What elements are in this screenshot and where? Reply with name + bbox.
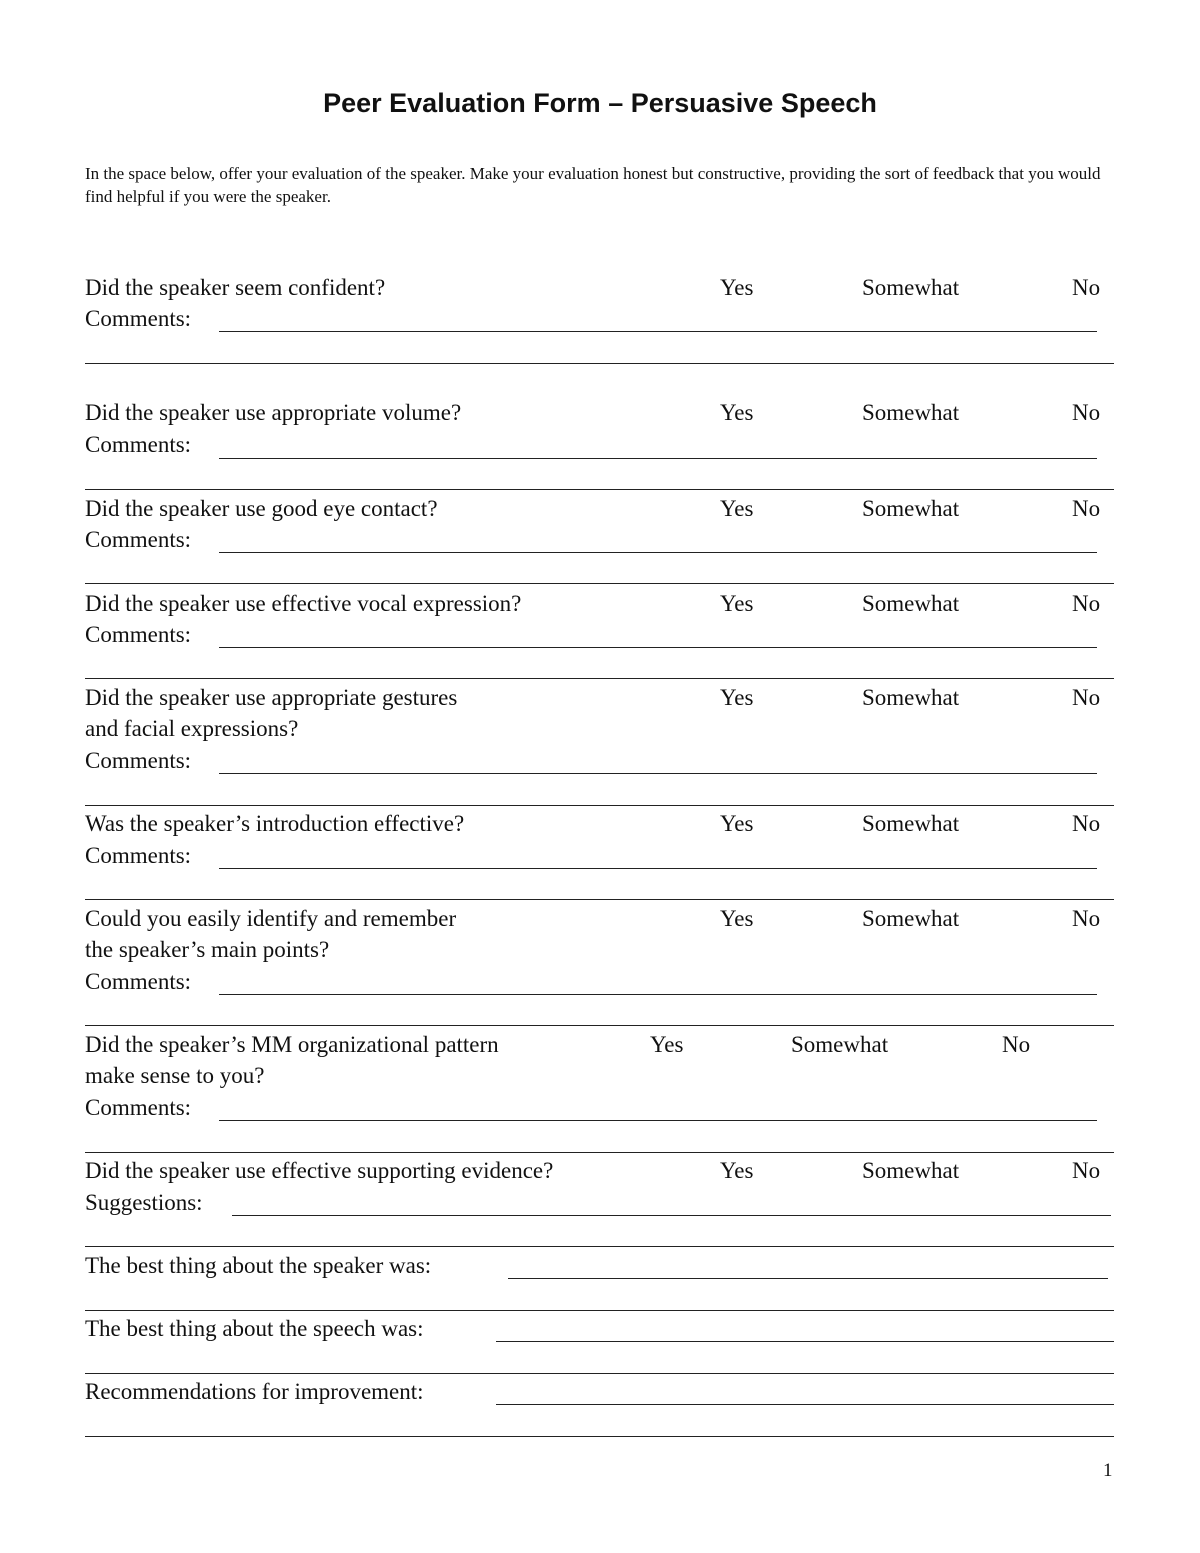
separator-line[interactable] xyxy=(85,1152,1114,1153)
option-somewhat[interactable]: Somewhat xyxy=(862,685,960,710)
separator-line[interactable] xyxy=(85,1436,1114,1437)
option-no[interactable]: No xyxy=(1072,496,1101,521)
separator-line[interactable] xyxy=(85,1025,1114,1026)
option-somewhat[interactable]: Somewhat xyxy=(862,906,960,931)
option-yes[interactable]: Yes xyxy=(720,496,754,521)
question-text-continued: make sense to you? xyxy=(85,1063,265,1088)
prompt-text: The best thing about the speaker was: xyxy=(85,1253,432,1278)
comments-label: Comments: xyxy=(85,1095,192,1120)
option-somewhat[interactable]: Somewhat xyxy=(862,496,960,521)
comments-label: Comments: xyxy=(85,306,192,331)
option-yes[interactable]: Yes xyxy=(720,275,754,300)
separator-line[interactable] xyxy=(85,899,1114,900)
comments-label: Comments: xyxy=(85,969,192,994)
answer-line[interactable] xyxy=(496,1404,1114,1405)
option-somewhat[interactable]: Somewhat xyxy=(862,400,960,425)
question-text: Did the speaker seem confident? xyxy=(85,275,386,300)
comments-label: Comments: xyxy=(85,527,192,552)
prompt-text: The best thing about the speech was: xyxy=(85,1316,424,1341)
separator-line[interactable] xyxy=(85,583,1114,584)
option-somewhat[interactable]: Somewhat xyxy=(791,1032,889,1057)
separator-line[interactable] xyxy=(85,805,1114,806)
comments-line[interactable] xyxy=(219,994,1097,995)
question-text: Was the speaker’s introduction effective? xyxy=(85,811,465,836)
comments-line[interactable] xyxy=(219,331,1097,332)
question-text-continued: the speaker’s main points? xyxy=(85,937,330,962)
option-yes[interactable]: Yes xyxy=(720,685,754,710)
comments-line[interactable] xyxy=(232,1215,1111,1216)
question-text: Did the speaker use effective vocal expression? xyxy=(85,591,522,616)
question-text: Could you easily identify and remember xyxy=(85,906,457,931)
option-somewhat[interactable]: Somewhat xyxy=(862,591,960,616)
question-text: Did the speaker use good eye contact? xyxy=(85,496,438,521)
comments-line[interactable] xyxy=(219,552,1097,553)
page-number: 1 xyxy=(1103,1460,1113,1481)
prompt-text: Recommendations for improvement: xyxy=(85,1379,424,1404)
separator-line[interactable] xyxy=(85,678,1114,679)
option-no[interactable]: No xyxy=(1002,1032,1031,1057)
option-yes[interactable]: Yes xyxy=(720,1158,754,1183)
option-no[interactable]: No xyxy=(1072,906,1101,931)
answer-line[interactable] xyxy=(496,1341,1114,1342)
comments-label: Comments: xyxy=(85,748,192,773)
option-no[interactable]: No xyxy=(1072,685,1101,710)
comments-line[interactable] xyxy=(219,773,1097,774)
separator-line[interactable] xyxy=(85,363,1114,364)
option-yes[interactable]: Yes xyxy=(720,591,754,616)
answer-line[interactable] xyxy=(508,1278,1108,1279)
option-yes[interactable]: Yes xyxy=(720,400,754,425)
option-no[interactable]: No xyxy=(1072,1158,1101,1183)
question-text: Did the speaker’s MM organizational pattern xyxy=(85,1032,499,1057)
comments-line[interactable] xyxy=(219,458,1097,459)
comments-line[interactable] xyxy=(219,647,1097,648)
option-no[interactable]: No xyxy=(1072,400,1101,425)
comments-label: Comments: xyxy=(85,432,192,457)
option-somewhat[interactable]: Somewhat xyxy=(862,275,960,300)
option-somewhat[interactable]: Somewhat xyxy=(862,811,960,836)
separator-line[interactable] xyxy=(85,1246,1114,1247)
comments-label: Comments: xyxy=(85,843,192,868)
question-text: Did the speaker use appropriate gestures xyxy=(85,685,458,710)
option-no[interactable]: No xyxy=(1072,275,1101,300)
option-no[interactable]: No xyxy=(1072,591,1101,616)
option-yes[interactable]: Yes xyxy=(650,1032,684,1057)
comments-label: Comments: xyxy=(85,622,192,647)
comments-line[interactable] xyxy=(219,1120,1097,1121)
instructions: In the space below, offer your evaluation of the speaker. Make your evaluation honest but constructive, providing the sort of feedback that you would find helpful if you were the speaker. xyxy=(85,164,1101,206)
option-no[interactable]: No xyxy=(1072,811,1101,836)
page-title: Peer Evaluation Form – Persuasive Speech xyxy=(323,88,877,118)
comments-label: Suggestions: xyxy=(85,1190,203,1215)
question-text: Did the speaker use appropriate volume? xyxy=(85,400,462,425)
separator-line[interactable] xyxy=(85,1373,1114,1374)
question-text-continued: and facial expressions? xyxy=(85,716,299,741)
option-yes[interactable]: Yes xyxy=(720,811,754,836)
option-somewhat[interactable]: Somewhat xyxy=(862,1158,960,1183)
separator-line[interactable] xyxy=(85,489,1114,490)
option-yes[interactable]: Yes xyxy=(720,906,754,931)
separator-line[interactable] xyxy=(85,1310,1114,1311)
comments-line[interactable] xyxy=(219,868,1097,869)
question-text: Did the speaker use effective supporting evidence? xyxy=(85,1158,554,1183)
